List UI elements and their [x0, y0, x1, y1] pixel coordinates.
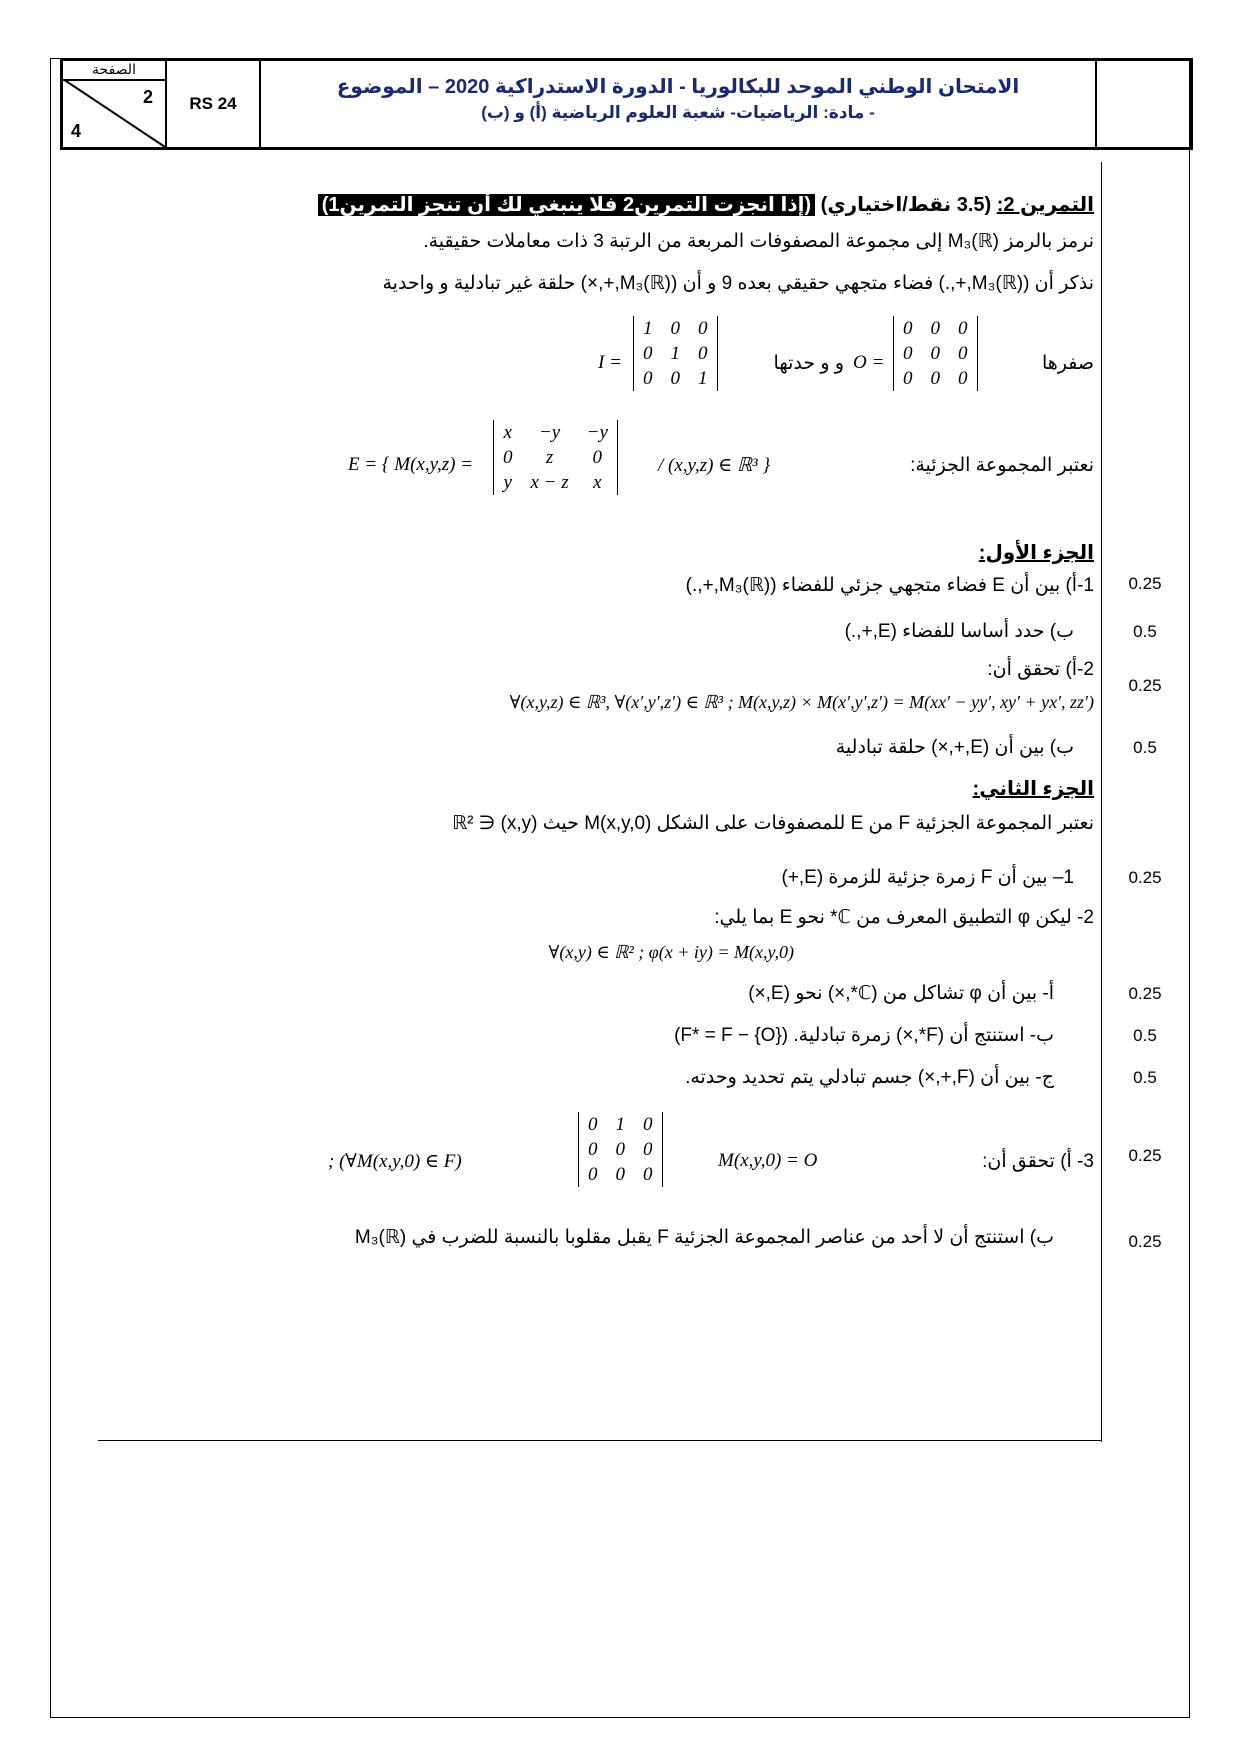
score-1a: 0.25: [1128, 574, 1162, 593]
zero-matrix-cell: 0: [930, 367, 940, 389]
score-part2-2c: 0.5: [1133, 1068, 1157, 1087]
zero-label: صفرها: [1041, 353, 1094, 374]
score-part2-2b: 0.5: [1133, 1026, 1157, 1045]
E-matrix-cell: y: [503, 471, 512, 493]
q3-matrix-row: [579, 1137, 663, 1162]
exam-title: [259, 61, 1097, 147]
score-part2-3b: 0.25: [1128, 1232, 1162, 1251]
exam-header: [60, 58, 1193, 150]
exercise-title: [318, 192, 1094, 217]
part2-heading: الجزء الثاني:: [972, 778, 1094, 800]
part1-q2a-formula: ∀(x,y,z) ∈ ℝ³, ∀(x′,y′,z′) ∈ ℝ³ ; M(x,y,z) × M(x′,y′,z′) = M(xx′ − yy′, xy′ + yx′, zz′): [509, 692, 1094, 712]
E-matrix-row: [494, 445, 618, 470]
page-label: الصفحة: [63, 61, 165, 81]
score-part2-1: 0.25: [1128, 868, 1162, 887]
exam-title-line1: الامتحان الوطني الموحد للبكالوريا - الدورة الاستدراكية 2020 – الموضوع: [336, 76, 1020, 98]
E-matrix-cell: 0: [592, 446, 603, 468]
q3-matrix-cell: 0: [643, 1113, 653, 1135]
zero-matrix-row: [894, 366, 978, 391]
E-rhs: / (x,y,z) ∈ ℝ³ }: [658, 455, 771, 476]
E-matrix-cell: −y: [538, 421, 561, 443]
intro-line-1: نرمز بالرمز M₃(ℝ) إلى مجموعة المصفوفات المربعة من الرتبة 3 ذات معاملات حقيقية.: [423, 231, 1094, 252]
page-number-box: [63, 61, 165, 147]
q3-matrix-cell: 0: [643, 1163, 653, 1185]
part1-q1b: ب) حدد أساسا للفضاء (E,+,.): [844, 621, 1074, 642]
identity-matrix-name: I =: [598, 352, 622, 373]
part2-q2a: أ- بين أن φ تشاكل من (ℂ*,×) نحو (E,×): [748, 983, 1054, 1004]
E-matrix-cell: x − z: [530, 471, 569, 493]
identity-matrix-cell: 1: [643, 317, 653, 339]
part2-q3-matrix: [578, 1112, 663, 1187]
identity-matrix-row: [634, 366, 718, 391]
zero-matrix-row: [894, 316, 978, 341]
zero-matrix-cell: 0: [903, 367, 913, 389]
part1-q2b: ب) بين أن (E,+,×) حلقة تبادلية: [835, 737, 1074, 758]
page-total: 4: [71, 121, 82, 141]
q3-matrix-cell: 1: [615, 1113, 625, 1135]
exercise-content: [98, 162, 1094, 1442]
E-lhs: E = { M(x,y,z) =: [348, 454, 474, 475]
q3-matrix-cell: 0: [615, 1138, 625, 1160]
part2-q3a-rhs: ; (∀M(x,y,0) ∈ F): [328, 1151, 462, 1172]
part2-q1: 1– بين أن F زمرة جزئية للزمرة (E,+): [781, 867, 1074, 888]
zero-matrix-cell: 0: [903, 342, 913, 364]
score-part2-3a: 0.25: [1128, 1146, 1162, 1165]
E-matrix-cell: 0: [503, 446, 513, 468]
identity-matrix-row: [634, 316, 718, 341]
zero-matrix-cell: 0: [930, 317, 940, 339]
part2-q2b: ب- استنتج أن (F*,×) زمرة تبادلية. (F* = F − {O}): [674, 1025, 1054, 1046]
unit-label: و و حدتها: [773, 353, 844, 374]
zero-matrix-row: [894, 341, 978, 366]
identity-matrix-cell: 0: [643, 342, 653, 364]
identity-matrix-cell: 1: [670, 342, 680, 364]
score-2b: 0.5: [1133, 738, 1157, 757]
score-part2-2a: 0.25: [1128, 984, 1162, 1003]
part2-q3b: ب) استنتج أن لا أحد من عناصر المجموعة الجزئية F يقبل مقلوبا بالنسبة للضرب في M₃(ℝ): [354, 1227, 1054, 1248]
part2-q2-formula: ∀(x,y) ∈ ℝ² ; φ(x + iy) = M(x,y,0): [548, 942, 794, 962]
E-matrix-cell: z: [545, 446, 554, 468]
part1-q1a: 1-أ) بين أن E فضاء متجهي جزئي للفضاء (M₃(ℝ),+,.): [685, 575, 1094, 596]
q3-matrix-row: [579, 1112, 663, 1137]
part2-q3a-lhs: M(x,y,0) = O: [718, 1150, 818, 1171]
q3-matrix-cell: 0: [588, 1138, 598, 1160]
E-matrix: [493, 420, 618, 495]
zero-matrix-cell: 0: [958, 342, 968, 364]
zero-matrix-cell: 0: [958, 367, 968, 389]
page-number: 2: [143, 87, 154, 107]
part2-q2: 2- ليكن φ التطبيق المعرف من ℂ* نحو E بما يلي:: [714, 907, 1094, 928]
exercise-points: (3.5 نقط/اختياري): [820, 194, 992, 216]
score-1b: 0.5: [1133, 622, 1157, 641]
q3-matrix-cell: 0: [615, 1163, 625, 1185]
E-matrix-cell: −y: [586, 421, 608, 443]
exercise-note: (إذا انجزت التمرين2 فلا ينبغي لك أن تنجز التمرين1): [318, 194, 815, 216]
zero-matrix-cell: 0: [903, 317, 913, 339]
zero-matrix-name: O =: [853, 352, 885, 373]
exercise-title-label: التمرين 2:: [996, 194, 1094, 216]
part1-q2a: 2-أ) تحقق أن:: [987, 659, 1094, 680]
zero-matrix-cell: 0: [958, 317, 968, 339]
identity-matrix-row: [634, 341, 718, 366]
identity-matrix-cell: 0: [670, 317, 680, 339]
exam-title-line2: - مادة: الرياضيات- شعبة العلوم الرياضية (أ) و (ب): [481, 103, 875, 122]
zero-matrix: [893, 316, 978, 391]
score-2a: 0.25: [1128, 676, 1162, 695]
intro-line-2: نذكر أن (M₃(ℝ),+,.) فضاء متجهي حقيقي بعده 9 و أن (M₃(ℝ),+,×) حلقة غير تبادلية و واحدية: [382, 273, 1094, 294]
exam-code: RS 24: [165, 61, 259, 147]
q3-matrix-cell: 0: [588, 1113, 598, 1135]
q3-matrix-row: [579, 1162, 663, 1187]
identity-matrix-cell: 0: [643, 367, 653, 389]
E-matrix-cell: x: [593, 471, 602, 493]
identity-matrix-cell: 0: [698, 342, 708, 364]
identity-matrix: [633, 316, 718, 391]
q3-matrix-cell: 0: [643, 1138, 653, 1160]
score-column-separator: [1101, 162, 1102, 1442]
E-matrix-cell: x: [503, 421, 512, 443]
part1-heading: الجزء الأول:: [978, 542, 1094, 564]
E-matrix-row: [494, 470, 618, 495]
identity-matrix-cell: 1: [698, 367, 708, 389]
q3-matrix-cell: 0: [588, 1163, 598, 1185]
part2-intro: نعتبر المجموعة الجزئية F من E للمصفوفات على الشكل M(x,y,0) حيث (x,y) ∈ ℝ²: [452, 813, 1094, 834]
part2-q2c: ج- بين أن (F,+,×) جسم تبادلي يتم تحديد وحدته.: [685, 1067, 1054, 1088]
E-matrix-row: [494, 420, 618, 445]
part2-q3a-label: 3- أ) تحقق أن:: [982, 1151, 1094, 1172]
identity-matrix-cell: 0: [698, 317, 708, 339]
identity-matrix-cell: 0: [670, 367, 680, 389]
zero-matrix-cell: 0: [930, 342, 940, 364]
E-label: نعتبر المجموعة الجزئية:: [910, 455, 1094, 476]
